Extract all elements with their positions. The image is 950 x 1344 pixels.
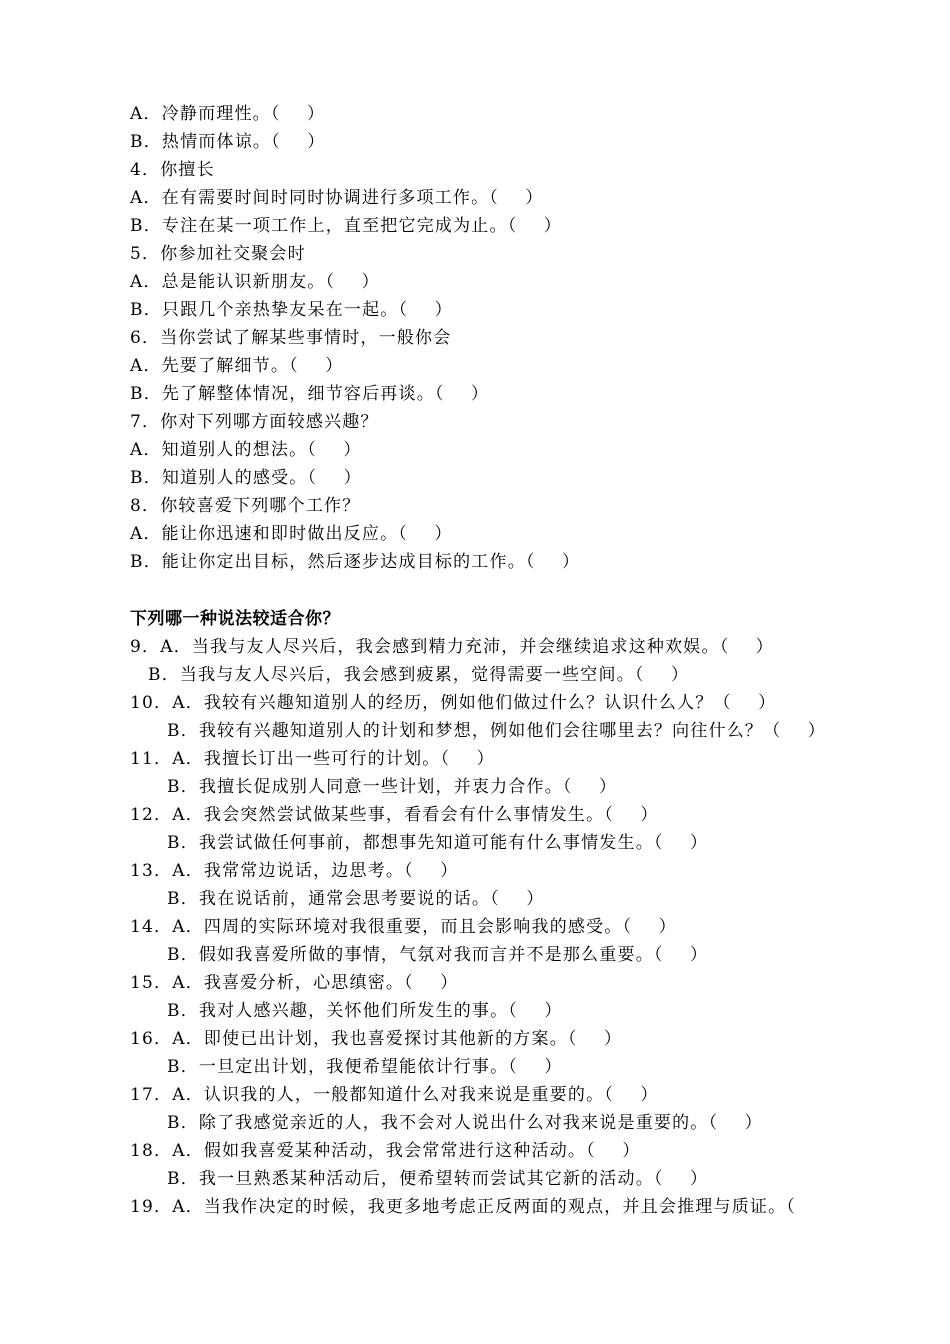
option-8a: A．能让你迅速和即时做出反应。（ ） xyxy=(130,524,453,544)
question-17b: B．除了我感觉亲近的人，我不会对人说出什么对我来说是重要的。（ ） xyxy=(167,1113,763,1133)
option-5b: B．只跟几个亲热挚友呆在一起。（ ） xyxy=(130,300,453,320)
option-3a: A．冷静而理性。（ ） xyxy=(130,104,326,124)
question-10a: 10．A．我较有兴趣知道别人的经历，例如他们做过什么？认识什么人？（ ） xyxy=(130,693,777,713)
question-13b: B．我在说话前，通常会思考要说的话。（ ） xyxy=(167,889,545,909)
option-8b: B．能让你定出目标，然后逐步达成目标的工作。（ ） xyxy=(130,552,581,572)
question-12a: 12．A．我会突然尝试做某些事，看看会有什么事情发生。（ ） xyxy=(130,805,659,825)
question-19a: 19．A．当我作决定的时候，我更多地考虑正反两面的观点，并且会推理与质证。（ xyxy=(130,1197,797,1217)
question-6: 6．当你尝试了解某些事情时，一般你会 xyxy=(130,328,452,348)
question-7: 7．你对下列哪方面较感兴趣？ xyxy=(130,412,379,432)
question-9b: B．当我与友人尽兴后，我会感到疲累，觉得需要一些空间。（ ） xyxy=(148,665,690,685)
question-15b: B．我对人感兴趣，关怀他们所发生的事。（ ） xyxy=(167,1001,563,1021)
question-11a: 11．A．我擅长订出一些可行的计划。（ ） xyxy=(130,749,495,769)
question-18a: 18．A．假如我喜爱某种活动，我会常常进行这种活动。（ ） xyxy=(130,1141,641,1161)
section-heading: 下列哪一种说法较适合你？ xyxy=(130,609,340,629)
question-4: 4．你擅长 xyxy=(130,160,215,180)
question-18b: B．我一旦熟悉某种活动后，便希望转而尝试其它新的活动。（ ） xyxy=(167,1169,709,1189)
question-15a: 15．A．我喜爱分析，心思缜密。（ ） xyxy=(130,973,459,993)
question-14b: B．假如我喜爱所做的事情，气氛对我而言并不是那么重要。（ ） xyxy=(167,945,709,965)
option-4a: A．在有需要时间时同时协调进行多项工作。（ ） xyxy=(130,188,544,208)
option-7b: B．知道别人的感受。（ ） xyxy=(130,468,362,488)
option-6b: B．先了解整体情况，细节容后再谈。（ ） xyxy=(130,384,490,404)
option-6a: A．先要了解细节。（ ） xyxy=(130,356,344,376)
question-10b: B．我较有兴趣知道别人的计划和梦想，例如他们会往哪里去？向往什么？（ ） xyxy=(167,721,826,741)
question-5: 5．你参加社交聚会时 xyxy=(130,244,306,264)
question-13a: 13．A．我常常边说话，边思考。（ ） xyxy=(130,861,459,881)
question-9a: 9．A．当我与友人尽兴后，我会感到精力充沛，并会继续追求这种欢娱。（ ） xyxy=(130,637,775,657)
option-4b: B．专注在某一项工作上，直至把它完成为止。（ ） xyxy=(130,216,563,236)
question-16a: 16．A．即使已出计划，我也喜爱探讨其他新的方案。（ ） xyxy=(130,1029,623,1049)
question-16b: B．一旦定出计划，我便希望能依计行事。（ ） xyxy=(167,1057,563,1077)
question-8: 8．你较喜爱下列哪个工作？ xyxy=(130,496,361,516)
question-17a: 17．A．认识我的人，一般都知道什么对我来说是重要的。（ ） xyxy=(130,1085,659,1105)
question-11b: B．我擅长促成别人同意一些计划，并衷力合作。（ ） xyxy=(167,777,618,797)
option-3b: B．热情而体谅。（ ） xyxy=(130,132,326,152)
option-7a: A．知道别人的想法。（ ） xyxy=(130,440,362,460)
question-14a: 14．A．四周的实际环境对我很重要，而且会影响我的感受。（ ） xyxy=(130,917,677,937)
question-12b: B．我尝试做任何事前，都想事先知道可能有什么事情发生。（ ） xyxy=(167,833,709,853)
option-5a: A．总是能认识新朋友。（ ） xyxy=(130,272,380,292)
